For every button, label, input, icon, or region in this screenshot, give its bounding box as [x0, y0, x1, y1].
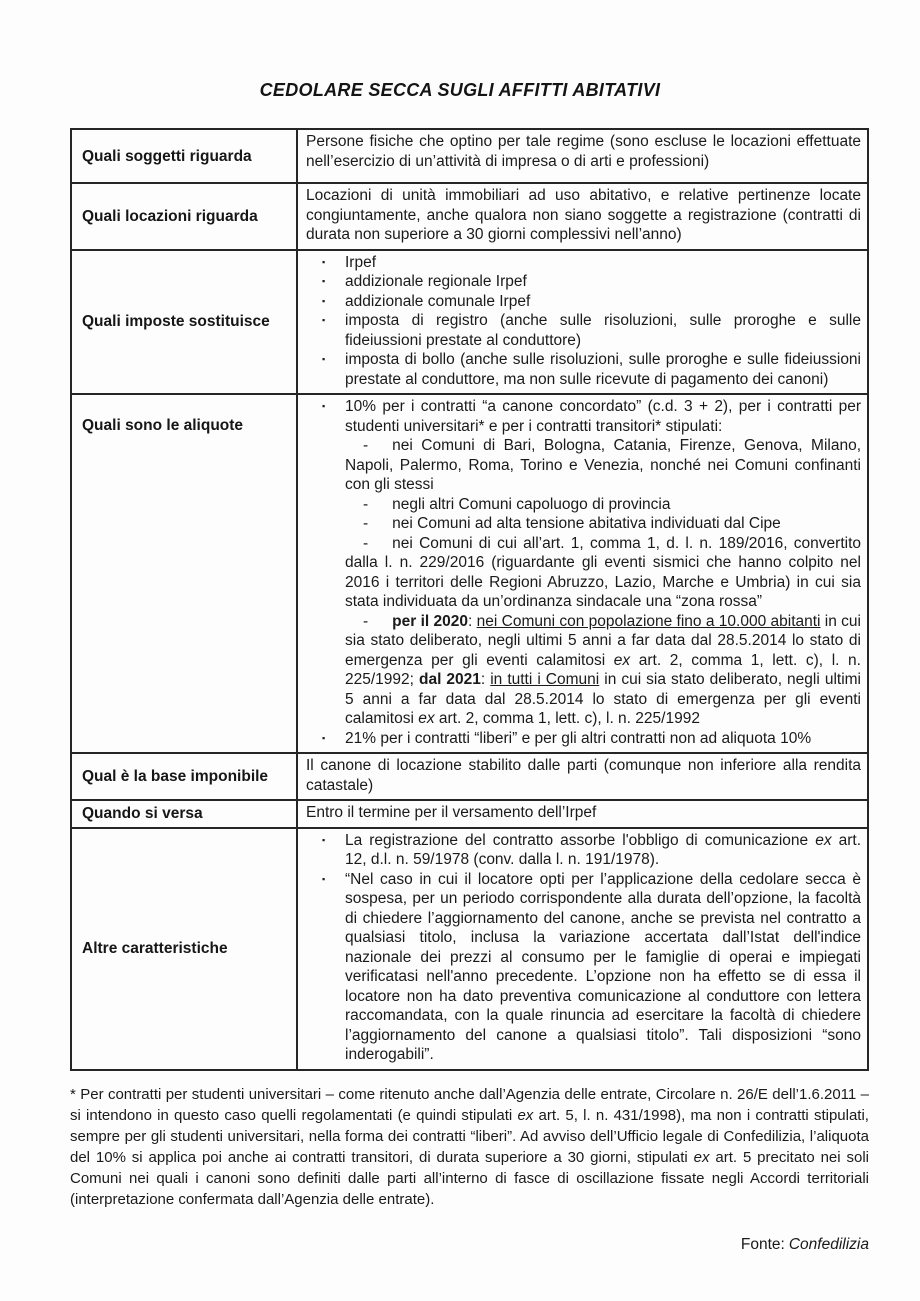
text-run: ex — [815, 831, 832, 849]
row-content — [298, 251, 867, 394]
document-title: CEDOLARE SECCA SUGLI AFFITTI ABITATIVI — [259, 80, 661, 100]
bullet-text — [345, 311, 861, 350]
bullet-text — [345, 272, 861, 292]
square-bullet-icon: ▪ — [322, 295, 326, 306]
text-run: Il canone di locazione stabilito dalle parti (comunque non inferiore alla rendita catastale) — [306, 757, 861, 794]
dash-bullet-icon: - — [363, 437, 369, 454]
text-run: nei Comuni ad alta tensione abitativa individuati dal Cipe — [392, 515, 781, 532]
square-bullet-icon: ▪ — [322, 256, 326, 267]
dash-item — [345, 612, 861, 729]
text-run: art. 12, d.l. n. 59/1978 (conv. dalla l. n. 191/1978). — [345, 831, 862, 868]
square-bullet-icon: ▪ — [322, 732, 326, 743]
table-row — [72, 182, 867, 249]
row-content — [298, 801, 867, 827]
row-label: Qual è la base imponibile — [72, 754, 298, 799]
row-label: Altre caratteristiche — [72, 829, 298, 1069]
text-run: Locazioni di unità immobiliari ad uso abitativo, e relative pertinenze locate congiuntamente, anche qualora non siano soggette a registrazione (contratti di durata non superiore a 30 giorni complessivi nell’anno) — [306, 187, 861, 243]
cell-paragraph — [306, 803, 861, 823]
source-name: Confedilizia — [788, 1235, 869, 1253]
dash-item — [345, 534, 861, 612]
text-run: in tutti i Comuni — [490, 671, 600, 688]
bullet-item — [306, 350, 861, 389]
row-label: Quali soggetti riguarda — [72, 130, 298, 182]
source-line — [70, 1236, 869, 1254]
bullet-item — [306, 831, 861, 870]
table-row — [72, 130, 867, 182]
bullet-item — [306, 311, 861, 350]
bullet-item — [306, 729, 861, 749]
bullet-text — [345, 729, 861, 749]
footnote — [70, 1084, 869, 1210]
row-content — [298, 395, 867, 752]
text-run: Irpef — [345, 253, 377, 271]
text-run: art. 2, comma 1, lett. c), l. n. 225/1992; — [345, 651, 861, 688]
text-run: imposta di registro (anche sulle risoluzioni, sulle proroghe e sulle fideiussioni prestate al conduttore) — [345, 312, 861, 349]
square-bullet-icon: ▪ — [322, 354, 326, 364]
text-run: dal 2021 — [418, 671, 481, 688]
row-label: Quali sono le aliquote — [72, 395, 298, 752]
dash-bullet-icon: - — [363, 515, 369, 532]
dash-item — [345, 495, 861, 515]
bullet-item — [306, 272, 861, 292]
square-bullet-icon: ▪ — [322, 276, 326, 286]
text-run: Entro il termine per il versamento dell’Irpef — [306, 804, 597, 821]
text-run: “Nel caso in cui il locatore opti per l’applicazione della cedolare secca è sospesa, per un periodo corrispondente alla durata dell’opzione, la facoltà di chiedere l’aggiornamento del canone, anche se prevista nel contratto a qualsiasi titolo, inclusa la variazione accertata dall’Istat dell'indice nazionale dei prezzi al consumo per le famiglie di operai e impiegati verificatasi nell'anno precedente. L’opzione non ha effetto se di essa il locatore non ha dato preventiva comunicazione al conduttore con lettera raccomandata, con la quale rinuncia ad esercitare la facoltà di chiedere l’aggiornamento del canone a qualsiasi titolo”. Tali disposizioni “sono inderogabili”. — [345, 870, 861, 1063]
bullet-item — [306, 253, 861, 273]
bullet-text — [345, 397, 861, 436]
bullet-text — [345, 292, 861, 312]
row-label: Quando si versa — [72, 801, 298, 827]
dash-bullet-icon: - — [363, 495, 369, 513]
dash-item — [345, 514, 861, 534]
text-run: nei Comuni con popolazione fino a 10.000 abitanti — [476, 612, 821, 630]
row-content — [298, 184, 867, 249]
text-run: art. 5, l. n. 431/1998), ma non i contratti stipulati, sempre per gli studenti universitari, nella forma dei contratti “liberi”. Ad avviso dell’Ufficio legale di Confedilizia, l’aliquota del 10% si applica poi anche ai contratti transitori, di durata superiore a 30 giorni, stipulati — [70, 1106, 869, 1166]
text-run: : — [468, 612, 477, 630]
text-run: in cui sia stato deliberato, negli ultimi 5 anni a far data dal 28.5.2014 lo stato di emergenza per gli eventi calamitosi — [345, 612, 861, 669]
source-label: Fonte: — [740, 1235, 785, 1253]
text-run: nei Comuni di Bari, Bologna, Catania, Firenze, Genova, Milano, Napoli, Palermo, Roma, Torino e Venezia, nonché nei Comuni confinanti con gli stessi — [345, 437, 861, 493]
row-label: Quali imposte sostituisce — [72, 251, 298, 394]
bullet-text — [345, 870, 861, 1065]
text-run: art. 2, comma 1, lett. c), l. n. 225/1992 — [434, 710, 700, 727]
text-run: negli altri Comuni capoluogo di provincia — [392, 495, 671, 513]
square-bullet-icon: ▪ — [322, 315, 326, 325]
table-row — [72, 249, 867, 394]
text-run: 10% per i contratti “a canone concordato” (c.d. 3 + 2), per i contratti per studenti universitari* e per i contratti transitori* stipulati: — [345, 398, 861, 435]
text-run: in cui sia stato deliberato, negli ultimi 5 anni a far data dal 28.5.2014 lo stato di emergenza per gli eventi calamitosi — [345, 671, 861, 727]
text-run: addizionale comunale Irpef — [345, 292, 531, 310]
dash-bullet-icon: - — [363, 612, 369, 630]
text-run: ex — [613, 651, 631, 669]
row-content — [298, 829, 867, 1069]
text-run: ex — [418, 710, 435, 727]
bullet-item — [306, 870, 861, 1065]
text-run: addizionale regionale Irpef — [345, 273, 527, 290]
cell-paragraph — [306, 132, 861, 171]
dash-item — [345, 436, 861, 495]
table-row — [72, 827, 867, 1069]
text-run: 21% per i contratti “liberi” e per gli altri contratti non ad aliquota 10% — [345, 729, 812, 747]
text-run: ex — [693, 1148, 710, 1166]
dash-bullet-icon: - — [363, 534, 369, 552]
bullet-item — [306, 292, 861, 312]
bullet-item — [306, 397, 861, 436]
text-run: imposta di bollo (anche sulle risoluzioni, sulle proroghe e sulle fideiussioni prestate al conduttore, ma non sulle ricevute di pagamento dei canoni) — [345, 351, 861, 388]
row-content — [298, 130, 867, 182]
doc-table — [70, 128, 869, 1071]
text-run: art. 5 precitato nei soli Comuni nei quali i canoni sono definiti dalle parti all’interno di fasce di oscillazione fissate negli Accordi territoriali (interpretazione confermata dall’Agenzia delle entrate). — [70, 1148, 869, 1208]
square-bullet-icon: ▪ — [322, 834, 326, 845]
table-row — [72, 752, 867, 799]
bullet-text — [345, 253, 861, 273]
row-label: Quali locazioni riguarda — [72, 184, 298, 249]
text-run: * Per contratti per studenti universitari – come ritenuto anche dall’Agenzia delle entrate, Circolare n. 26/E dell’1.6.2011 – si intendono in questo caso quelli regolamentati (e quindi stipulati — [70, 1085, 869, 1124]
row-content — [298, 754, 867, 799]
text-run: ex — [517, 1106, 534, 1124]
table-row — [72, 799, 867, 827]
table-row — [72, 393, 867, 752]
square-bullet-icon: ▪ — [322, 873, 326, 884]
text-run: Persone fisiche che optino per tale regime (sono escluse le locazioni effettuate nell’esercizio di un’attività di impresa o di arti e professioni) — [306, 133, 861, 170]
square-bullet-icon: ▪ — [322, 401, 326, 411]
bullet-text — [345, 831, 861, 870]
bullet-text — [345, 350, 861, 389]
text-run: per il 2020 — [392, 612, 469, 630]
cell-paragraph — [306, 186, 861, 245]
cell-paragraph — [306, 756, 861, 795]
text-run: : — [480, 671, 491, 688]
text-run: La registrazione del contratto assorbe l'obbligo di comunicazione — [345, 831, 816, 849]
text-run: nei Comuni di cui all’art. 1, comma 1, d. l. n. 189/2016, convertito dalla l. n. 229/2016 (riguardante gli eventi sismici che hanno colpito nel 2016 i territori delle Regioni Abruzzo, Lazio, Marche e Umbria) in cui sia stata individuata da un’ordinanza sindacale una “zona rossa” — [345, 534, 861, 610]
